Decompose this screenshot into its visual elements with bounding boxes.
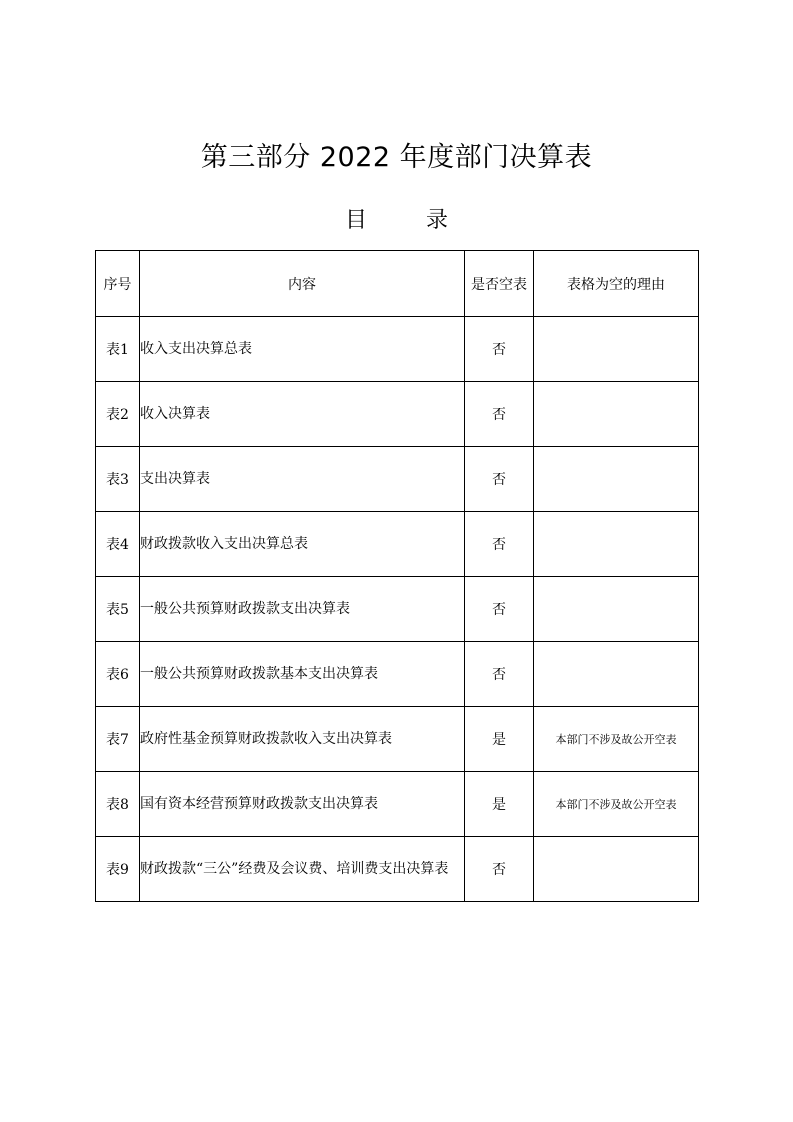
page-title: 第三部分 2022 年度部门决算表 [200, 142, 593, 173]
header-is-empty: 是否空表 [465, 251, 534, 317]
row-seq: 表3 [96, 447, 140, 512]
table-row [96, 512, 699, 577]
row-seq: 表9 [96, 837, 140, 902]
row-is-empty: 否 [465, 512, 534, 577]
row-is-empty: 否 [465, 317, 534, 382]
row-is-empty: 是 [465, 772, 534, 837]
table-row [96, 317, 699, 382]
row-is-empty: 否 [465, 577, 534, 642]
row-reason [534, 642, 699, 707]
table-row [96, 642, 699, 707]
row-content: 一般公共预算财政拨款基本支出决算表 [140, 642, 465, 707]
row-content: 国有资本经营预算财政拨款支出决算表 [140, 772, 465, 837]
table-row [96, 382, 699, 447]
row-content: 收入支出决算总表 [140, 317, 465, 382]
row-content: 支出决算表 [140, 447, 465, 512]
header-seq: 序号 [96, 251, 140, 317]
row-content: 收入决算表 [140, 382, 465, 447]
row-reason [534, 382, 699, 447]
table-row [96, 707, 699, 772]
header-content: 内容 [140, 251, 465, 317]
row-reason [534, 447, 699, 512]
row-reason [534, 317, 699, 382]
toc-heading: 目 录 [345, 208, 474, 233]
row-is-empty: 否 [465, 642, 534, 707]
row-content: 政府性基金预算财政拨款收入支出决算表 [140, 707, 465, 772]
table-row [96, 447, 699, 512]
row-reason: 本部门不涉及故公开空表 [534, 707, 699, 772]
toc-table [95, 250, 699, 902]
row-is-empty: 是 [465, 707, 534, 772]
row-content: 财政拨款收入支出决算总表 [140, 512, 465, 577]
row-content: 财政拨款“三公”经费及会议费、培训费支出决算表 [140, 837, 465, 902]
row-seq: 表6 [96, 642, 140, 707]
row-is-empty: 否 [465, 837, 534, 902]
table-row [96, 837, 699, 902]
row-reason: 本部门不涉及故公开空表 [534, 772, 699, 837]
row-is-empty: 否 [465, 447, 534, 512]
row-seq: 表4 [96, 512, 140, 577]
table-header-row [96, 251, 699, 317]
row-reason [534, 837, 699, 902]
row-content: 一般公共预算财政拨款支出决算表 [140, 577, 465, 642]
table-row [96, 577, 699, 642]
row-is-empty: 否 [465, 382, 534, 447]
table-row [96, 772, 699, 837]
row-seq: 表2 [96, 382, 140, 447]
row-reason [534, 577, 699, 642]
header-reason: 表格为空的理由 [534, 251, 699, 317]
row-seq: 表8 [96, 772, 140, 837]
row-reason [534, 512, 699, 577]
row-seq: 表7 [96, 707, 140, 772]
row-seq: 表5 [96, 577, 140, 642]
row-seq: 表1 [96, 317, 140, 382]
